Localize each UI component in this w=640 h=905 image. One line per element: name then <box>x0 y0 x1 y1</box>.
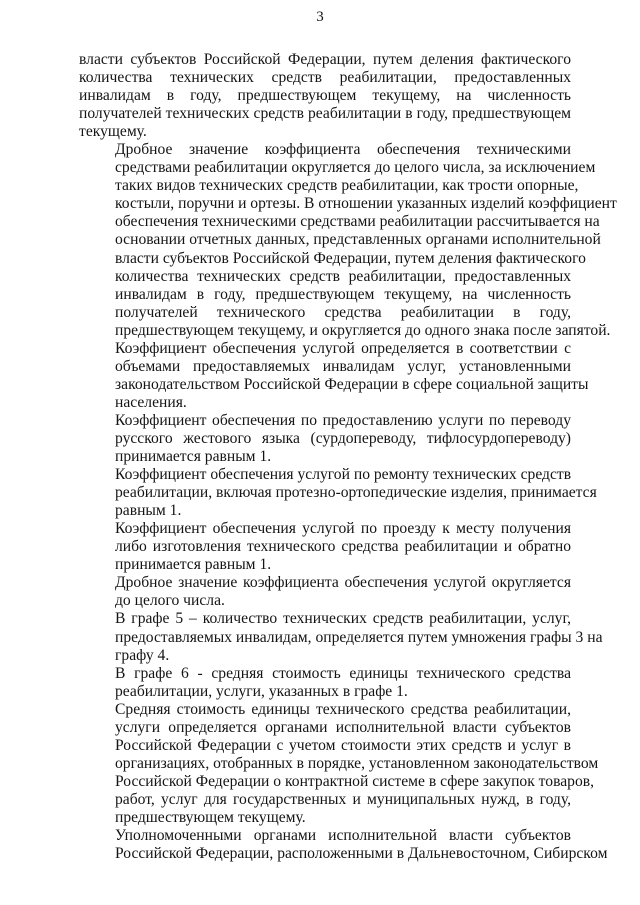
text-line: получателей технического средства реабилитации в году, <box>115 303 571 321</box>
text-line: Дробное значение коэффициента обеспечения техническими <box>115 141 571 159</box>
text-line: Коэффициент обеспечения по предоставлению услуги по переводу <box>115 411 571 429</box>
text-line: Российской Федерации с учетом стоимости этих средств и услуг в <box>115 736 571 754</box>
text-line: либо изготовления технического средства реабилитации и обратно <box>115 538 571 556</box>
text-line: равным 1. <box>115 502 182 520</box>
text-line: В графе 6 - средняя стоимость единицы технического средства <box>115 664 571 682</box>
paragraph <box>79 141 617 340</box>
text-line: Уполномоченными органами исполнительной власти субъектов <box>115 827 571 845</box>
text-line: предшествующем текущему. <box>115 808 306 826</box>
text-line: текущему. <box>79 123 147 141</box>
page-number: 3 <box>316 9 324 25</box>
text-line: населения. <box>115 393 187 411</box>
text-line: принимается равным 1. <box>115 448 272 466</box>
text-line: Дробное значение коэффициента обеспечения услугой округляется <box>115 574 571 592</box>
paragraph <box>79 412 571 466</box>
text-line: Средняя стоимость единицы технического средства реабилитации, <box>115 700 571 718</box>
text-line: организациях, отобранных в порядке, установленном законодательством <box>115 754 599 772</box>
text-line: Коэффициент обеспечения услугой по ремонту технических средств <box>115 466 572 484</box>
text-line: работ, услуг для государственных и муниципальных нужд, в году, <box>115 790 571 808</box>
paragraph <box>79 51 571 141</box>
text-line: таких видов технических средств реабилитации, как трости опорные, <box>115 177 579 195</box>
text-line: власти субъектов Российской Федерации, путем деления фактического <box>115 249 586 267</box>
text-line: предшествующем текущему, и округляется до одного знака после запятой. <box>115 321 611 339</box>
text-line: Коэффициент обеспечения услугой определяется в соответствии с <box>115 339 571 357</box>
text-line: инвалидам в году, предшествующем текущему, на численность <box>79 87 571 105</box>
paragraph <box>79 610 603 664</box>
text-line: объемами предоставляемых инвалидам услуг, установленными <box>115 357 571 375</box>
paragraph <box>79 466 597 520</box>
text-line: обеспечения техническими средствами реабилитации рассчитывается на <box>115 213 600 231</box>
text-line: В графе 5 – количество технических средств реабилитации, услуг, <box>115 610 571 628</box>
text-line: реабилитации, включая протезно-ортопедические изделия, принимается <box>115 484 597 502</box>
text-line: количества технических средств реабилитации, предоставленных <box>79 69 571 87</box>
text-line: графу 4. <box>115 646 170 664</box>
paragraph <box>79 827 608 863</box>
text-line: власти субъектов Российской Федерации, путем деления фактического <box>79 51 571 68</box>
text-line: до целого числа. <box>115 592 225 610</box>
text-line: средствами реабилитации округляется до целого числа, за исключением <box>115 159 596 177</box>
paragraph <box>79 520 571 574</box>
paragraph <box>79 700 599 827</box>
text-line: законодательством Российской Федерации в сфере социальной защиты <box>115 375 589 393</box>
text-line: русского жестового языка (сурдопереводу, тифлосурдопереводу) <box>115 429 571 447</box>
text-line: количества технических средств реабилитации, предоставленных <box>115 267 571 285</box>
text-line: Российской Федерации, расположенными в Дальневосточном, Сибирском <box>115 845 608 863</box>
paragraph <box>79 339 589 412</box>
text-line: получателей технических средств реабилитации в году, предшествующем <box>79 105 571 123</box>
text-line: Российской Федерации о контрактной системе в сфере закупок товаров, <box>115 772 595 790</box>
text-line: инвалидам в году, предшествующем текущему, на численность <box>115 285 571 303</box>
paragraph <box>79 665 571 701</box>
text-line: основании отчетных данных, представленных органами исполнительной <box>115 231 601 249</box>
text-line: реабилитации, услуги, указанных в графе 1. <box>115 682 408 700</box>
document-body <box>79 51 617 863</box>
text-line: Коэффициент обеспечения услугой по проезду к месту получения <box>115 520 571 538</box>
text-line: костыли, поручни и ортезы. В отношении указанных изделий коэффициент <box>115 195 617 213</box>
text-line: предоставляемых инвалидам, определяется путем умножения графы 3 на <box>115 628 603 646</box>
paragraph <box>79 574 571 610</box>
text-line: принимается равным 1. <box>115 556 272 574</box>
text-line: услуги определяется органами исполнительной власти субъектов <box>115 718 571 736</box>
